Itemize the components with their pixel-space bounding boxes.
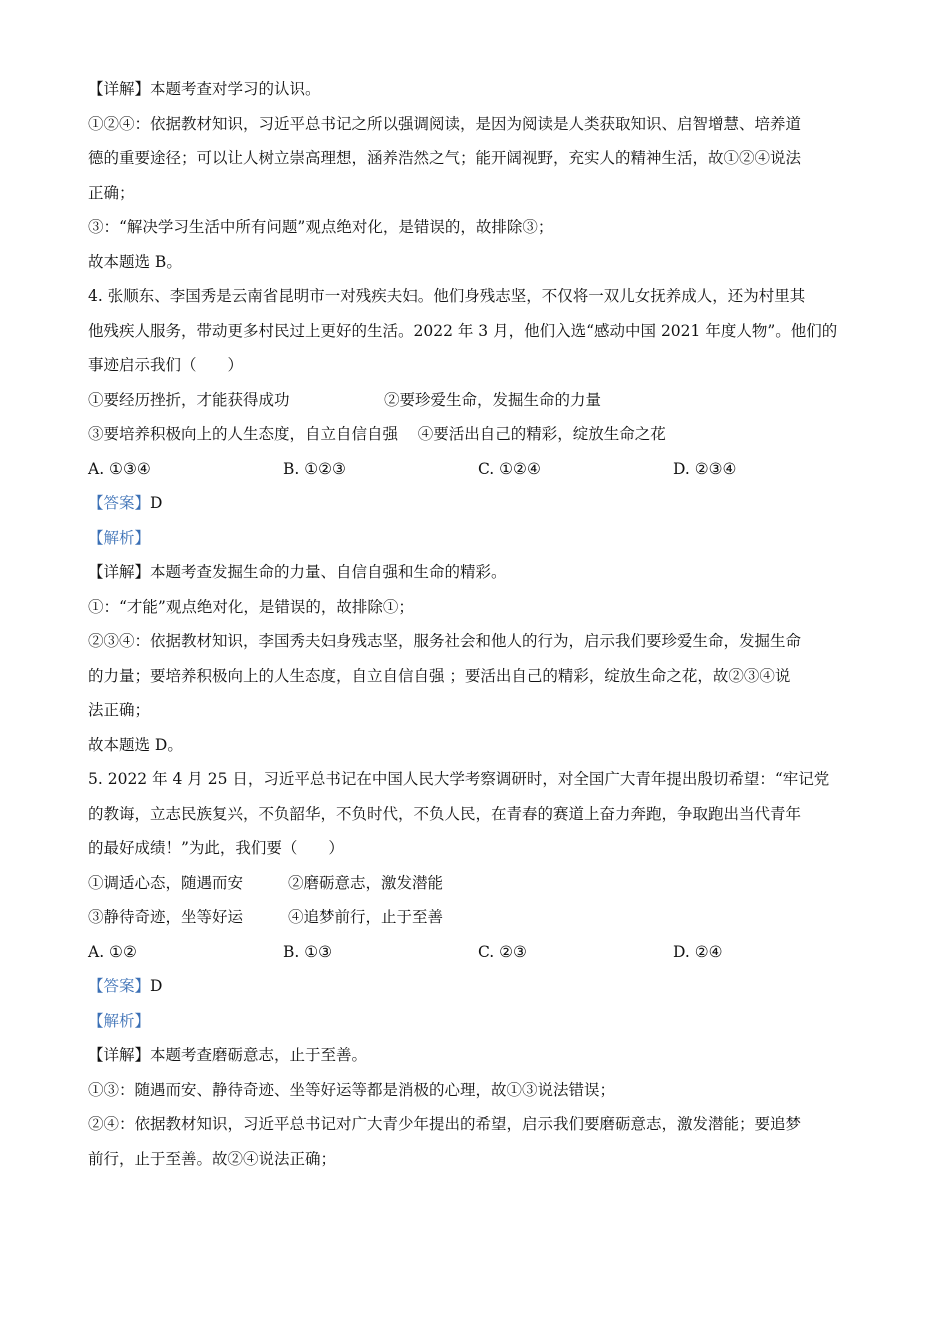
q5-options bbox=[88, 935, 868, 970]
q5-option-c: C. ②③ bbox=[478, 942, 527, 961]
q5-items-row bbox=[88, 866, 868, 901]
q4-option-b: B. ①②③ bbox=[283, 459, 346, 478]
q5-option-a: A. ①② bbox=[88, 942, 137, 961]
q5-analysis-tag: 【解析】 bbox=[88, 1011, 151, 1030]
q4-option-a: A. ①③④ bbox=[88, 459, 151, 478]
q4-analysis-line: ②③④：依据教材知识，李国秀夫妇身残志坚，服务社会和他人的行为，启示我们要珍爱生命，发掘生命 bbox=[88, 632, 802, 650]
q5-stem-line: 5. 2022 年 4 月 25 日，习近平总书记在中国人民大学考察调研时，对全国广大青年提出殷切希望：“牢记党 bbox=[88, 770, 830, 788]
q4-stem-line: 他残疾人服务，带动更多村民过上更好的生活。2022 年 3 月，他们入选“感动中国 2021 年度人物”。他们的 bbox=[88, 321, 838, 340]
q4-analysis-line: 法正确； bbox=[88, 701, 151, 719]
q4-option-c: C. ①②④ bbox=[478, 459, 541, 478]
q3-analysis-line: 正确； bbox=[88, 183, 135, 202]
q5-item-1: ①调适心态，随遇而安 bbox=[88, 873, 244, 892]
q4-item-2: ②要珍爱生命，发掘生命的力量 bbox=[384, 390, 602, 409]
q4-item-3: ③要培养积极向上的人生态度，自立自信自强 bbox=[88, 425, 399, 443]
q4-items-row bbox=[88, 383, 868, 418]
q5-stem-line: 的教诲，立志民族复兴，不负韶华，不负时代，不负人民，在青春的赛道上奋力奔跑，争取跑出当代青年 bbox=[88, 804, 802, 823]
q3-conclusion: 故本题选 B。 bbox=[88, 252, 182, 271]
q4-answer-tag: 【答案】 bbox=[88, 494, 151, 512]
q4-item-1: ①要经历挫折，才能获得成功 bbox=[88, 390, 290, 409]
q5-item-4: ④追梦前行，止于至善 bbox=[288, 908, 444, 926]
q4-item-4: ④要活出自己的精彩，绽放生命之花 bbox=[417, 425, 666, 443]
q4-analysis-line: 的力量；要培养积极向上的人生态度，自立自信自强 ；要活出自己的精彩，绽放生命之花，故②③④说 bbox=[88, 666, 791, 685]
q4-options bbox=[88, 452, 868, 487]
q3-xiangjie: 【详解】本题考查对学习的认识。 bbox=[88, 80, 321, 98]
q4-analysis-line: ①：“才能”观点绝对化，是错误的，故排除①； bbox=[88, 597, 414, 616]
q4-answer-value: D bbox=[150, 494, 163, 512]
q4-items-row bbox=[88, 417, 868, 452]
q4-answer bbox=[88, 486, 868, 521]
q5-option-b: B. ①③ bbox=[283, 942, 333, 961]
q5-analysis-line: ②④：依据教材知识，习近平总书记对广大青少年提出的希望，启示我们要磨砺意志，激发潜能；要追梦 bbox=[88, 1115, 802, 1133]
q4-analysis-tag: 【解析】 bbox=[88, 528, 151, 547]
q4-option-d: D. ②③④ bbox=[673, 459, 737, 478]
q3-analysis-line: 德的重要途径；可以让人树立崇高理想，涵养浩然之气；能开阔视野，充实人的精神生活，故①②④说法 bbox=[88, 149, 802, 167]
q4-xiangjie: 【详解】本题考查发掘生命的力量、自信自强和生命的精彩。 bbox=[88, 563, 507, 581]
q5-answer-tag: 【答案】 bbox=[88, 977, 151, 995]
q4-conclusion: 故本题选 D。 bbox=[88, 735, 183, 754]
q5-answer bbox=[88, 969, 868, 1004]
q3-analysis-line: ①②④：依据教材知识，习近平总书记之所以强调阅读，是因为阅读是人类获取知识、启智增慧、培养道 bbox=[88, 114, 802, 133]
q5-analysis-line: 前行，止于至善。故②④说法正确； bbox=[88, 1149, 337, 1168]
q5-item-3: ③静待奇迹，坐等好运 bbox=[88, 908, 244, 926]
q5-analysis-line: ①③：随遇而安、静待奇迹、坐等好运等都是消极的心理，故①③说法错误； bbox=[88, 1080, 616, 1099]
q3-analysis-line: ③：“解决学习生活中所有问题”观点绝对化，是错误的，故排除③； bbox=[88, 218, 554, 236]
q4-stem-line: 事迹启示我们（ ） bbox=[88, 356, 244, 374]
q5-xiangjie: 【详解】本题考查磨砺意志，止于至善。 bbox=[88, 1046, 368, 1064]
q5-answer-value: D bbox=[150, 977, 163, 995]
q5-option-d: D. ②④ bbox=[673, 942, 723, 961]
q5-stem-line: 的最好成绩！”为此，我们要（ ） bbox=[88, 839, 344, 857]
q5-items-row bbox=[88, 900, 868, 935]
document-page bbox=[88, 72, 868, 1176]
q4-stem-line: 4. 张顺东、李国秀是云南省昆明市一对残疾夫妇。他们身残志坚，不仅将一双儿女抚养成人，还为村里其 bbox=[88, 287, 806, 305]
q5-item-2: ②磨砺意志，激发潜能 bbox=[288, 873, 444, 892]
